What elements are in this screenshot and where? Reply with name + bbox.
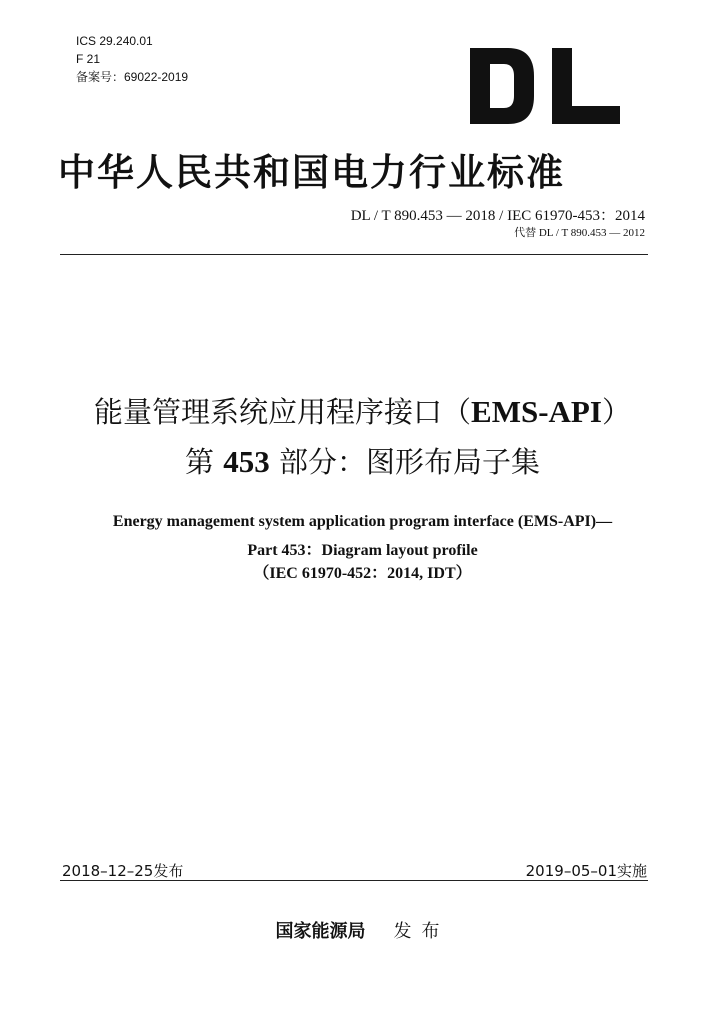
standard-number: DL / T 890.453 — 2018 / IEC 61970-453：2014 <box>350 208 645 224</box>
publisher-name: 国家能源局 <box>275 921 366 942</box>
classification-code: F 21 <box>76 52 101 66</box>
replaces-standard: 代替 DL / T 890.453 — 2012 <box>514 227 645 239</box>
organization-title: 中华人民共和国电力行业标准 <box>58 150 565 194</box>
english-title-line-3: （IEC 61970-452：2014, IDT） <box>253 565 472 582</box>
publisher <box>0 917 725 943</box>
chinese-title-1-latin: EMS-API <box>471 394 602 429</box>
chinese-title-2-prefix: 第 <box>185 445 224 479</box>
dl-logo <box>470 48 620 124</box>
chinese-title-2-suffix: 部分：图形布局子集 <box>269 445 540 479</box>
chinese-title-1-prefix: 能量管理系统应用程序接口（ <box>94 395 472 429</box>
english-title-line-1: Energy management system application program interface (EMS-API)— <box>112 513 613 530</box>
top-divider <box>60 254 648 255</box>
chinese-title-line-1 <box>0 390 725 431</box>
chinese-title-line-2 <box>0 440 725 481</box>
filing-number: 备案号：69022-2019 <box>76 70 189 84</box>
chinese-title-2-latin: 453 <box>223 444 270 479</box>
publisher-action: 发布 <box>393 921 450 942</box>
bottom-divider <box>60 880 648 881</box>
english-title-line-2: Part 453：Diagram layout profile <box>247 542 478 559</box>
chinese-title-1-suffix: ） <box>601 395 631 429</box>
implementation-date: 2019–05–01实施 <box>525 862 647 880</box>
issue-date: 2018–12–25发布 <box>62 862 184 880</box>
ics-code: ICS 29.240.01 <box>76 34 153 48</box>
